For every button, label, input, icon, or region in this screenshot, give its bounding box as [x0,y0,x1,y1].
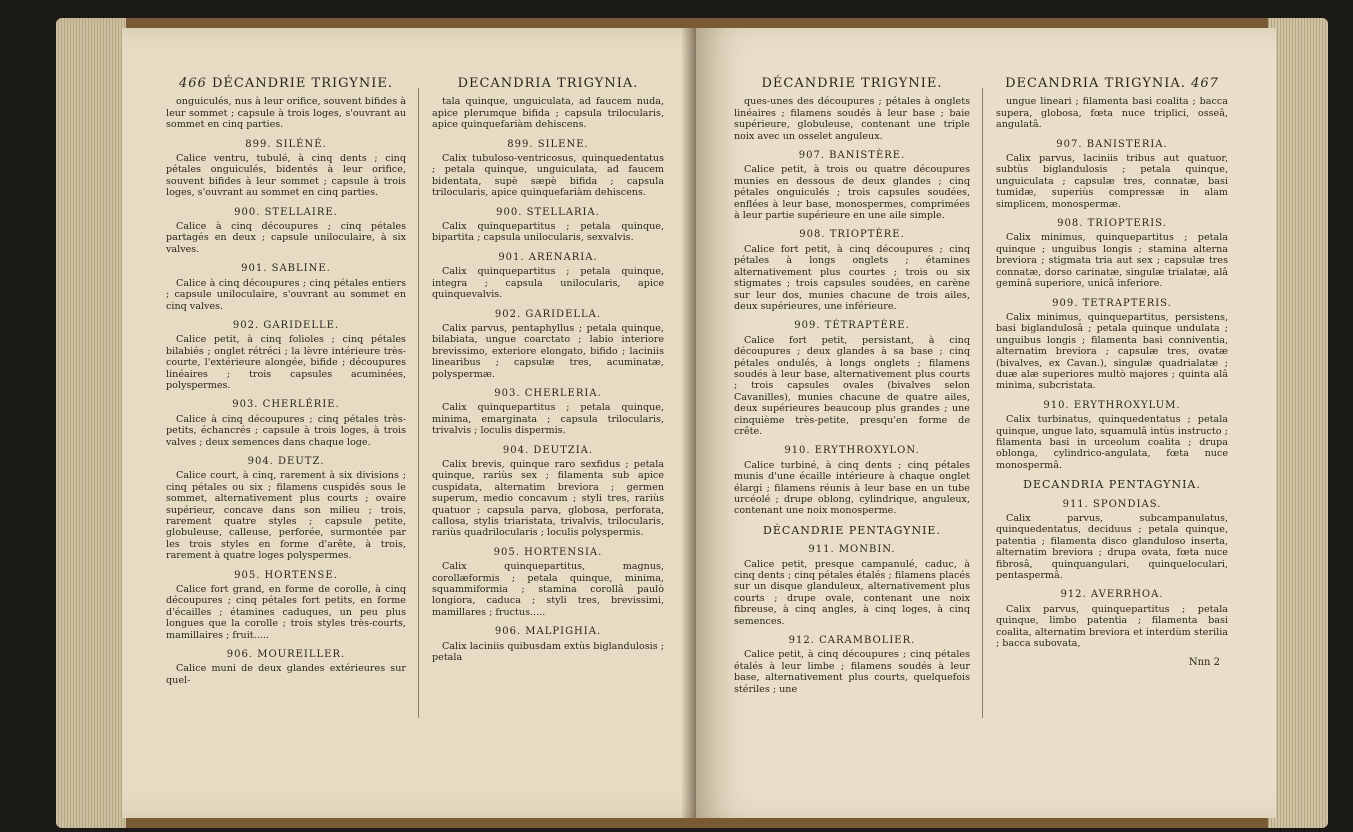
french-column-466 [166,78,406,694]
column-rule [982,88,983,718]
column-title: DÉCANDRIE TRIGYNIE. [211,76,394,91]
page-467 [696,28,1276,818]
genus-description: Calice fort petit, à cinq découpures ; cinq pétales à longs onglets ; étamines alternativement plus courtes ; trois ou six stigmates ; trois capsules soudées, en carène sur leur dos, munies chacune de trois ailes, deux supérieures, une inférieure. [734,243,970,312]
genus-description: Calix laciniis quibusdam extùs biglandulosis ; petala [432,640,664,664]
genus-entry [166,320,406,391]
genus-entry [996,499,1228,582]
genus-heading: 906. MOUREILLER. [226,649,346,661]
genus-entry [432,207,664,244]
page-edges-right [1268,18,1328,828]
page-466 [122,28,744,818]
genus-entry [734,544,970,627]
genus-entry [734,635,970,695]
genus-description: Calice turbiné, à cinq dents ; cinq pétales munis d'une écaille intérieure à chaque onglet élargi ; filamens réunis à leur base en un tube urcéolé ; drupe oblong, cylindrique, anguleux, contenant une noix monosperme. [734,459,970,517]
genus-entry [166,399,406,448]
genus-heading: 899. SILENE. [507,138,589,150]
genus-heading: 905. HORTENSE. [234,569,338,581]
genus-description: Calix parvus, pentaphyllus ; petala quinque, bilabiata, ungue coarctato ; labio interiore brevissimo, exteriore elongato, bifido ; laciniis linearibus ; capsulæ tres, acuminatæ, polyspermæ. [432,322,664,380]
genus-description: Calice petit, à cinq découpures ; cinq pétales étalés à leur limbe ; filamens soudés à leur base, alternativement plus courts, quelquefois stériles ; une [734,649,970,695]
genus-entry [734,229,970,312]
genus-entry [734,445,970,516]
genus-description: Calice petit, à trois ou quatre découpures munies en dessous de deux glandes ; cinq pétales onguiculés ; trois capsules soudées, enflées à leur base, monospermes, comprimées à leur partie supérieure en une aile simple. [734,164,970,222]
genus-heading: 911. MONBIN. [808,544,896,556]
genus-heading: 911. SPONDIAS. [1062,498,1162,510]
genus-description: Calix tubuloso-ventricosus, quinquedentatus ; petala quinque, unguiculata, ad faucem bidentata, supè sæpè bifida ; capsula trilocularis, apice quinquefariàm dehiscens. [432,153,664,199]
genus-entry [166,139,406,199]
genus-entry [996,96,1228,130]
genus-description: Calice à cinq découpures ; cinq pétales très-petits, échancrés ; capsule à trois loges, à trois valves ; deux semences dans chaque loge. [166,413,406,448]
genus-description: Calice muni de deux glandes extérieures sur quel- [166,663,406,686]
column-title: DECANDRIA TRIGYNIA. [1005,76,1186,91]
running-head-466 [166,78,406,89]
genus-description: ungue lineari ; filamenta basi coalita ; bacca supera, globosa, fœta nuce triplici, osseâ, angulatâ. [996,96,1228,131]
genus-description: Calix parvus, subcampanulatus, quinquedentatus, deciduus ; petala quinque, patentia ; filamenta disco glanduloso inserta, alternatim breviora ; drupa ovata, fœta nuce fibrosâ, quinquangulari, quinqueloculari, pentaspermâ. [996,513,1228,582]
genus-entry [734,150,970,221]
genus-description: Calix minimus, quinquepartitus, persistens, basi biglandulosâ ; petala quinque undulata ; unguibus longis ; filamenta basi conniventia, alternatim breviora ; capsulæ tres, ovatæ (bivalves, ex Cavan.), singulæ quadrialatæ ; duæ alæ superiores multò majores ; quinta alâ minima, subcristata. [996,311,1228,392]
genus-description: Calice ventru, tubulé, à cinq dents ; cinq pétales onguiculés, bidentés à leur orifice, souvent bifides à leur sommet ; capsule à trois loges, s'ouvrant au sommet en cinq parties. [166,153,406,199]
genus-description: ques-unes des découpures ; pétales à onglets linéaires ; filamens soudés à leur base ; baie supérieure, globuleuse, contenant une triple noix avec un osselet anguleux. [734,96,970,142]
running-head-467 [996,78,1228,89]
genus-heading: 909. TETRAPTERIS. [1052,297,1172,309]
genus-description: Calix quinquepartitus ; petala quinque, bipartita ; capsula unilocularis, sexvalvis. [432,221,664,244]
genus-heading: 909. TÉTRAPTÈRE. [794,320,910,332]
genus-entry [996,400,1228,471]
page-edges-left [56,18,126,828]
genus-heading: 901. SABLINE. [241,263,331,275]
genus-heading: 906. MALPIGHIA. [494,626,602,638]
genus-description: Calice à cinq découpures ; cinq pétales entiers ; capsule uniloculaire, s'ouvrant au sommet en cinq valves. [166,277,406,312]
genus-heading: 904. DEUTZIA. [502,444,594,456]
genus-heading: 902. GARIDELLA. [494,308,602,320]
latin-column-467 [996,78,1228,669]
genus-heading: 903. CHERLÉRIE. [232,399,340,411]
french-column-467 [734,78,970,703]
genus-entry [166,263,406,312]
genus-entry [996,139,1228,210]
genus-description: Calix parvus, quinquepartitus ; petala quinque, limbo patentia ; filamenta basi coalita, alternatim breviora et interdùm sterilia ; bacca subovata, [996,603,1228,650]
genus-heading: 902. GARIDELLE. [232,319,340,331]
genus-heading: 900. STELLAIRE. [234,206,338,218]
genus-description: Calice fort grand, en forme de corolle, à cinq découpures ; cinq pétales fort petits, en forme d'écailles ; étamines caduques, un peu plus longues que la corolle ; trois styles très-courts, mamillaires ; fruit..... [166,584,406,641]
genus-description: onguiculés, nus à leur orifice, souvent bifides à leur sommet ; capsule à trois loges, s'ouvrant au sommet en cinq parties. [166,96,406,131]
genus-description: Calice à cinq découpures ; cinq pétales partagés en deux ; capsule uniloculaire, à six valves. [166,221,406,255]
genus-heading: 907. BANISTÈRE. [798,150,906,162]
genus-description: Calix brevis, quinque raro sexfidus ; petala quinque, rariùs sex ; filamenta sub apice cuspidata, alternatim breviora ; germen superum, medio concavum ; styli tres, rariùs quatuor ; capsula parva, globosa, perforata, callosa, stylis triaristata, trivalvis, trilocularis, rariùs quadrilocularis ; loculis polyspermis. [432,458,664,539]
genus-heading: 899. SILÉNÉ. [245,138,327,150]
genus-entry [432,252,664,301]
genus-description: Calix quinquepartitus ; petala quinque, minima, emarginata ; capsula trilocularis, trivalvis ; loculis dispermis. [432,402,664,437]
genus-entry [166,207,406,256]
page-number: 466 [178,76,207,91]
page-number: 467 [1191,76,1219,91]
genus-entry [996,589,1228,649]
genus-heading: 900. STELLARIA. [496,206,600,218]
genus-description: Calix minimus, quinquepartitus ; petala quinque ; unguibus longis ; stamina alterna breviora ; stigmata tria aut sex ; capsulæ tres connatæ, dorso carinatæ, singulæ trialatæ, alâ geminâ superiore, unicâ inferiore. [996,232,1228,290]
genus-description: Calice court, à cinq, rarement à six divisions ; cinq pétales ou six ; filamens cuspidés sous le sommet, alternativement plus courts ; ovaire supérieur, concave dans son milieu ; trois, rarement quatre styles ; capsule petite, globuleuse, calleuse, perforée, surmontée par les trois styles en forme d'arête, à trois, rarement à quatre loges polyspermes. [166,470,406,562]
column-title: DECANDRIA TRIGYNIA. [457,76,639,91]
section-heading: DECANDRIA PENTAGYNIA. [1023,478,1201,492]
column-title: DÉCANDRIE TRIGYNIE. [761,76,943,91]
genus-entry [734,320,970,437]
genus-entry [432,139,664,199]
genus-heading: 904. DEUTZ. [247,455,325,467]
genus-entry [166,96,406,130]
genus-description: Calix quinquepartitus ; petala quinque, integra ; capsula unilocularis, apice quinquevalvis. [432,266,664,301]
open-book [56,18,1328,828]
genus-description: Calix turbinatus, quinquedentatus ; petala quinque, ungue lato, squamulâ intùs instructo ; filamenta basi in urceolum coalita ; drupa oblonga, cylindrico-angulata, fœta nuce monospermâ. [996,414,1228,471]
genus-description: Calice petit, à cinq folioles ; cinq pétales bilabiés ; onglet rétréci ; la lèvre intérieure très-courte, l'extérieure alongée, bifide ; découpures linéaires ; trois capsules acuminées, polyspermes. [166,334,406,391]
genus-entry [166,649,406,686]
genus-entry [166,570,406,641]
genus-entry [432,309,664,380]
genus-entry [432,388,664,437]
genus-description: Calix quinquepartitus, magnus, corollæformis ; petala quinque, minima, squammiformia ; stamina corollâ paulò longiora, caduca ; styli tres, brevissimi, mamillares ; fructus..... [432,561,664,618]
genus-description: tala quinque, unguiculata, ad faucem nuda, apice plerumque bifida ; capsula trilocularis, apice quinquefariàm dehiscens. [432,96,664,131]
genus-entry [996,218,1228,289]
genus-description: Calice fort petit, persistant, à cinq découpures ; deux glandes à sa base ; cinq pétales ondulés, à longs onglets ; filamens soudés à leur base, alternativement plus courts ; trois capsules ovales (bivalves selon Cavanilles), munies chacune de quatre ailes, deux supérieures beaucoup plus grandes ; une cinquième très-petite, presqu'en forme de crête. [734,334,970,437]
genus-heading: 912. CARAMBOLIER. [788,635,916,647]
section-heading: DÉCANDRIE PENTAGYNIE. [763,523,941,537]
genus-heading: 905. HORTENSIA. [493,546,603,558]
column-rule [418,88,419,718]
genus-heading: 908. TRIOPTÈRE. [799,229,905,241]
genus-description: Calice petit, presque campanulé, caduc, à cinq dents ; cinq pétales étalés ; filamens placés sur un disque glanduleux, alternativement plus courts ; drupe ovale, contenant une noix fibreuse, à cinq angles, à cinq loges, à cinq semences. [734,558,970,627]
genus-entry [432,445,664,539]
genus-heading: 907. BANISTERIA. [1056,138,1168,150]
genus-entry [432,547,664,618]
genus-heading: 910. ERYTHROXYLON. [784,445,920,457]
genus-heading: 910. ERYTHROXYLUM. [1043,399,1181,411]
genus-entry [166,456,406,562]
genus-entry [996,298,1228,392]
genus-entry [432,626,664,663]
genus-heading: 908. TRIOPTERIS. [1057,218,1167,230]
latin-column-466 [432,78,664,671]
genus-heading: 912. AVERRHOA. [1060,589,1164,601]
genus-entry [734,96,970,142]
signature-mark: Nnn 2 [1188,657,1220,669]
genus-heading: 901. ARENARIA. [498,251,598,263]
genus-description: Calix parvus, laciniis tribus aut quatuor, subtùs biglandulosis ; petala quinque, unguiculata ; capsulæ tres, connatæ, basi tumidæ, superiùs compressæ in alam simplicem, monospermæ. [996,153,1228,210]
genus-entry [432,96,664,130]
genus-heading: 903. CHERLERIA. [494,387,602,399]
